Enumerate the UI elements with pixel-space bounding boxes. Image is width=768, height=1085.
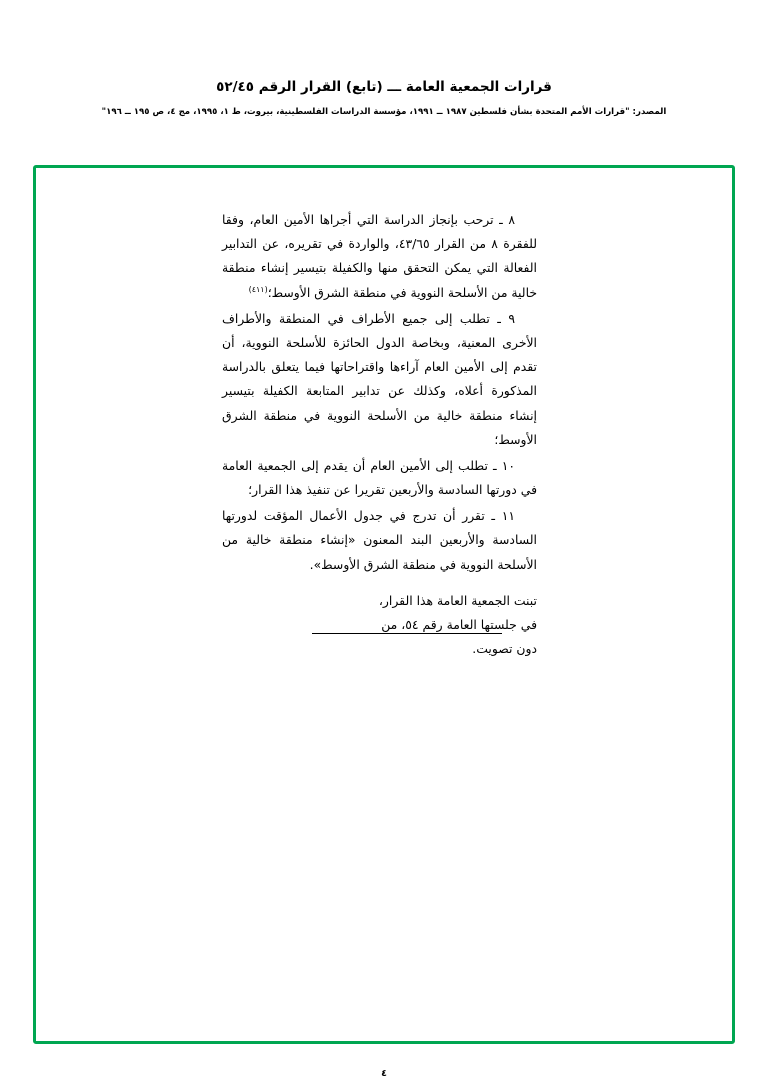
horizontal-divider: [312, 633, 502, 634]
adoption-line-3: دون تصويت.: [472, 641, 537, 657]
page-header: [0, 78, 768, 118]
paragraph-8: ٨ ـ ترحب بإنجاز الدراسة التي أجراها الأمين العام، وفقا للفقرة ٨ من القرار ٤٣/٦٥، والواردة في تقريره، عن التدابير الفعالة التي يمكن التحقق منها والكفيلة بتيسير إنشاء منطقة خالية من الأسلحة النووية في منطقة الشرق الأوسط؛$^{(٤١١)}$: [222, 212, 537, 300]
content-frame: [33, 165, 735, 1044]
paragraph-11: ١١ ـ تقرر أن تدرج في جدول الأعمال المؤقت لدورتها السادسة والأربعين البند المعنون «إنشاء منطقة خالية من الأسلحة النووية في منطقة الشرق الأوسط».: [222, 508, 537, 572]
page-number: ٤: [381, 1068, 387, 1079]
page-title: قرارات الجمعية العامة ـــ (تابع) القرار الرقم ٥٢/٤٥: [216, 79, 552, 95]
resolution-body: [222, 208, 537, 661]
adoption-line-1: تبنت الجمعية العامة هذا القرار،: [378, 592, 537, 608]
adoption-note: [222, 589, 537, 662]
paragraph-10: ١٠ ـ تطلب إلى الأمين العام أن يقدم إلى الجمعية العامة في دورتها السادسة والأربعين تقريرا عن تنفيذ هذا القرار؛: [222, 457, 537, 498]
adoption-line-2: في جلستها العامة رقم ٥٤، من: [381, 617, 537, 632]
source-line: المصدر: "قرارات الأمم المتحدة بشأن فلسطين ١٩٨٧ ــ ١٩٩١، مؤسسة الدراسات الفلسطينية، بيروت، ط ١، ١٩٩٥، مج ٤، ص ١٩٥ ــ ١٩٦": [101, 106, 667, 117]
footnote-marker: (٤١١): [248, 284, 268, 294]
paragraph-9: ٩ ـ تطلب إلى جميع الأطراف في المنطقة والأطراف الأخرى المعنية، وبخاصة الدول الحائزة للأسلحة النووية، أن تقدم إلى الأمين العام آراءها واقتراحاتها فيما يتعلق بالدراسة المذكورة أعلاه، وكذلك عن تدابير المتابعة الكفيلة بتيسير إنشاء منطقة خالية من الأسلحة النووية في منطقة الشرق الأوسط؛: [222, 310, 537, 447]
